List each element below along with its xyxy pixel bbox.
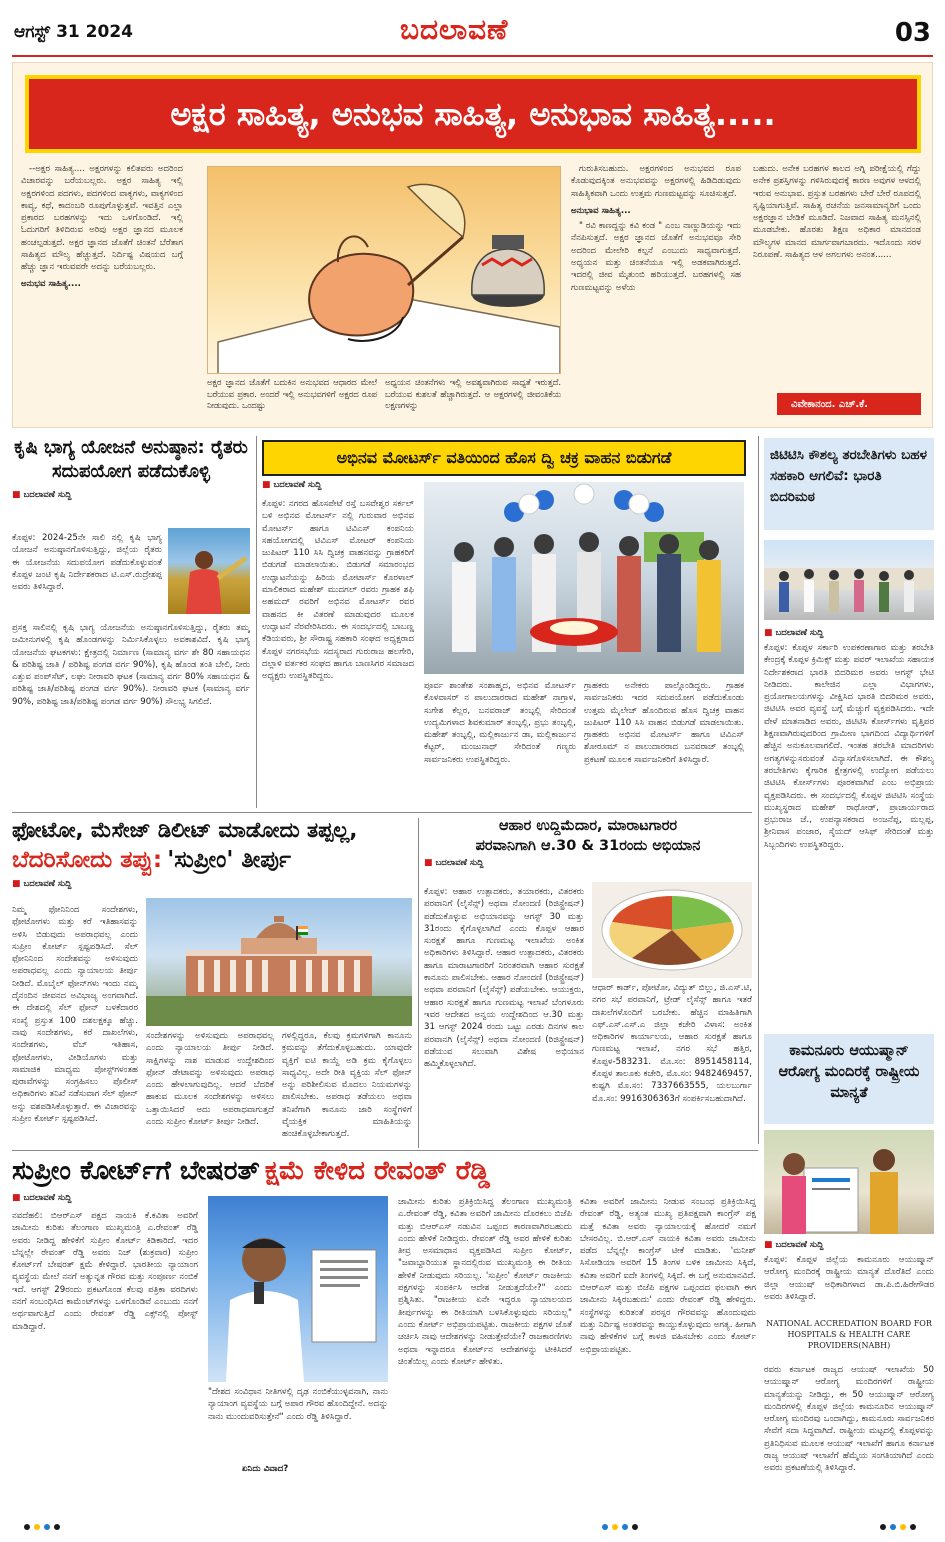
skills-headline-box xyxy=(764,438,934,530)
row-rule xyxy=(12,812,752,813)
revanth-col-1: ನವದೆಹಲಿ: ಬಿಆರ್‌ಎಸ್ ಪಕ್ಷದ ನಾಯಕಿ ಕೆ.ಕವಿತಾ ಅವರಿಗೆ ಜಾಮೀನು ಕುರಿತು ತೆಲಂಗಾಣ ಮುಖ್ಯಮಂತ್ರಿ ಎ.ರೇವಂತ್ ರೆಡ್ಡಿ ಅವರು ನೀಡಿದ್ದ ಹೇಳಿಕೆಗೆ ಸುಪ್ರೀಂ ಕೋರ್ಟ್ ಕಿಡಿಕಾರಿದೆ. ಇದರ ಬೆನ್ನಲ್ಲೇ ರೇವಂತ್ ರೆಡ್ಡಿ ಅವರು ನಿಜ್ (ಶುಕ್ರವಾರ) ಸುಪ್ರೀಂ ಕೋರ್ಟ್‌ಗೆ ಬೇಷರತ್ ಕ್ಷಮೆ ಕೇಳಿದ್ದಾರೆ. ಭಾರತೀಯ ನ್ಯಾಯಾಂಗ ವ್ಯವಸ್ಥೆಯ ಮೇಲೆ ನನಗೆ ಅತ್ಯುನ್ನತ ಗೌರವ ಮತ್ತು ಸಂಪೂರ್ಣ ನಂಬಿಕೆ ಇದೆ. ಆಗಸ್ಟ್ 29ರಂದು ಪ್ರಕಟಗೊಂಡ ಕೆಲವು ಪತ್ರಿಕಾ ವರದಿಗಳು ನನಗೆ ಸಂಬಂಧಿಸಿದ ಕಾಮೆಂಟ್‌ಗಳನ್ನು ಒಳಗೊಂಡಿವೆ ಎಂಬುದು ನನಗೆ ಅರ್ಥವಾಗುತ್ತಿದೆ ಎಂದು ರೇವಂತ್ ರೆಡ್ಡಿ ಎಕ್ಸ್‌ನಲ್ಲಿ ಪೋಸ್ಟ್ ಮಾಡಿದ್ದಾರೆ. xyxy=(12,1211,198,1332)
court-col-2: ಸಂದೇಶಗಳನ್ನು ಅಳಿಸುವುದು ಅಪರಾಧವಲ್ಲ ಎಂದು ನ್ಯಾಯಾಲಯ ತೀರ್ಪು ನೀಡಿದೆ. ಸಾಕ್ಷಿಗಳನ್ನು ನಾಶ ಮಾಡುವ ಉದ್ದೇಶದಿಂದ ಫೋನ್ ಡೇಟಾವನ್ನು ಅಳಿಸುವುದು ಅಪರಾಧ ಎಂದು ಹೇಳಲಾಗುವುದಿಲ್ಲ. ಆದರೆ ಬೆದರಿಕೆ ಹಾಕುವ ಮೂಲಕ ಸಂದೇಶಗಳನ್ನು ಅಳಿಸಲು ಒತ್ತಾಯಿಸಿದರೆ ಅದು ಅಪರಾಧವಾಗುತ್ತದೆ ಎಂದು ಸುಪ್ರೀಂ ಕೋರ್ಟ್ ತೀರ್ಪು ನೀಡಿದೆ. xyxy=(146,1031,274,1128)
lead-col-4: ಬಹುದು. ಅನೇಕ ಬರಹಗಳ ಕಾಲದ ಅಗ್ನಿ ಪರೀಕ್ಷೆಯಲ್ಲಿ ಗೆದ್ದು ಅನೇಕ ಪ್ರಶಸ್ತಿಗಳನ್ನು ಗಳಿಸಿರುವುದಕ್ಕೆ ಕಾರಣ ಅವುಗಳ ಆಳದಲ್ಲಿ ಇರುವ ಅನುಭಾವ. ಪ್ರಸ್ತುತ ಬರಹಗಳು ಬೇರೆ ಬೇರೆ ರೂಪದಲ್ಲಿ ಸೃಷ್ಟಿಯಾಗುತ್ತಿವೆ. ಸಾಹಿತ್ಯ ರಚನೆಯ ಜನಸಾಮಾನ್ಯರಿಗೆ ಒಂದು ಅಕ್ಷರಜ್ಞಾನ ಬೇಡಿಕೆ ಮೂಡಿದೆ. ನಿಜವಾದ ಸಾಹಿತ್ಯ ಮನಸ್ಸಿನಲ್ಲಿ ಮೂಡಬೇಕು. ಹೊರತು ಶಿಕ್ಷಣ ಅಧಿಕಾರ ಮಾನದಂಡ ಮೌಲ್ಯಗಳ ಮಾನದ ಮಾರ್ಗವಾಗಬಾರದು. ಇದೊಂದು ಸರಳ ನಿರೂಪಣೆ. ಸಾಹಿತ್ಯದ ಆಳ ಅಗಲಗಳು ಅನಂತ...... xyxy=(753,164,921,261)
ayush-body-a: ಕೊಪ್ಪಳ: ಕೊಪ್ಪಳ ಜಿಲ್ಲೆಯ ಕಾಮನೂರು ಆಯುಷ್ಮಾನ್ ಆರೋಗ್ಯ ಮಂದಿರಕ್ಕೆ ರಾಷ್ಟ್ರೀಯ ಮಾನ್ಯತೆ ದೊರೆತಿದೆ ಎಂದು ಜಿಲ್ಲಾ ಆಯುಷ್ ಅಧಿಕಾರಿಗಳಾದ ಡಾ.ಪಿ.ಬಿ.ಹಿರೇಗೌಡರ ಅವರು ತಿಳಿಸಿದ್ದಾರೆ. xyxy=(764,1255,934,1302)
revanth-reddy-photo xyxy=(208,1196,388,1382)
motors-launch-photo xyxy=(424,482,744,674)
lead-illustration-caption-left: ಅಕ್ಷರ ಜ್ಞಾನದ ಜೊತೆಗೆ ಬದುಕಿನ ಅನುಭವದ ಆಧಾರದ ಮೇಲೆ ಬರೆಯುವ ಪ್ರಕಾರ. ಅಂದರೆ ಇಲ್ಲಿ ಅನುಭವಗಳಿಗೆ ಅಕ್ಷರದ ರೂಪ ನೀಡುವುದು. ಒಂದಷ್ಟು xyxy=(207,377,377,410)
skills-article xyxy=(764,438,934,1038)
lead-subhead-anubhava: ಅನುಭವ ಸಾಹಿತ್ಯ.... xyxy=(21,278,81,289)
footer-dots-center xyxy=(602,1524,638,1530)
court-headline-red: ಬೆದರಿಸೋದು ತಪ್ಪು: xyxy=(12,847,163,873)
lead-author-tag xyxy=(777,393,921,415)
lead-author: ವಿವೇಕಾನಂದ. ಎಚ್.ಕೆ. xyxy=(791,398,868,410)
page-number: 03 xyxy=(894,18,931,48)
column-rule xyxy=(256,436,257,808)
ayush-headline-box xyxy=(764,1034,934,1124)
court-byline-text: ಬದಲಾವಣೆ ಸುದ್ದಿ xyxy=(23,879,72,889)
column-rule xyxy=(758,436,759,1144)
footer-dots-left xyxy=(24,1524,60,1530)
court-col-3: ಗಳಲ್ಲಿದ್ದರೂ, ಕೆಲವು ಕ್ರಮಗಳಿಗಾಗಿ ಕಾನೂನು ಕ್ರಮವನ್ನು ತೆಗೆದುಕೊಳ್ಳಬಹುದು. ಯಾವುದೇ ವ್ಯಕ್ತಿಗೆ ಐಟಿ ಕಾಯ್ದೆ ಅಡಿ ಕ್ರಮ ಕೈಗೊಳ್ಳಲು ಸಾಧ್ಯವಿಲ್ಲ. ಅದೇ ರೀತಿ ವ್ಯಕ್ತಿಯ ಸೆಲ್ ಫೋನ್ ಅನ್ನು ಪರಿಶೀಲಿಸುವ ಮೊದಲು ನಿಯಮಗಳನ್ನು ಪಾಲಿಸಬೇಕು. ಅಪರಾಧ ತಡೆಯಲು ಅಥವಾ ತನಿಖೆಗಾಗಿ ಕಾನೂನು ಜಾರಿ ಸಂಸ್ಥೆಗಳಿಗೆ ವೈಯಕ್ತಿಕ ಮಾಹಿತಿಯನ್ನು ಹಂಚಿಕೊಳ್ಳಬೇಕಾಗುತ್ತದೆ. xyxy=(282,1031,412,1140)
registration-dot xyxy=(612,1524,618,1530)
lead-col-3 xyxy=(571,163,741,419)
footer-dots-right xyxy=(880,1524,916,1530)
registration-dot xyxy=(890,1524,896,1530)
lead-article xyxy=(12,62,933,428)
agri-headline: ಕೃಷಿ ಭಾಗ್ಯ ಯೋಜನೆ ಅನುಷ್ಠಾನ: ರೈತರು ಸದುಪಯೋಗ ಪಡೆದುಕೊಳ್ಳಿ xyxy=(14,437,248,482)
skills-byline-text: ಬದಲಾವಣೆ ಸುದ್ದಿ xyxy=(775,628,824,638)
food-plate-photo xyxy=(592,882,752,978)
revanth-headline xyxy=(12,1156,756,1187)
revanth-byline-text: ಬದಲಾವಣೆ ಸುದ್ದಿ xyxy=(23,1193,72,1203)
motors-col-3: ಗ್ರಾಹಕರು ಅನೇಕರು ಪಾಲ್ಗೊಂಡಿದ್ದರು. ಗ್ರಾಹಕ ಸಾರ್ವಜನಿಕರು ಇದರ ಸದುಪಯೋಗ ಪಡೆದುಕೊಂಡು ಉತ್ತಮ ಮೈಲೇಜ್ ಹೊಂದಿರುವ ಹೊಸ ದ್ವಿಚಕ್ರ ವಾಹನ ಜುಪಿಟರ್ 110 ಸಿಸಿ ವಾಹನ ಬಿಡುಗಡೆ ಮಾಡಲಾಯಿತು. ಗ್ರಾಹಕರು ಅಭಿನವ ಮೋಟರ್ಸ್ ಹಾಗೂ ಟಿವಿಎಸ್ ಶೋರೂಮ್ ನ ಪಾಲುದಾರರಾದ ಬನವರಾಜ್ ತಂಬ್ಳಲ್ಲಿ ಪ್ರಕಟಣೆ ಮೂಲಕ ಸಾರ್ವಜನಿಕರಿಗೆ ತಿಳಿಸಿದ್ದಾರೆ. xyxy=(584,681,744,765)
lead-col-1 xyxy=(21,163,183,405)
byline-bullet-icon: ■ xyxy=(12,879,21,889)
skills-body: ಕೊಪ್ಪಳ: ಕೊಪ್ಪಳ ಸರ್ಕಾರಿ ಉಪಕರಣಾಗಾರ ಮತ್ತು ತರಬೇತಿ ಕೇಂದ್ರಕ್ಕೆ ಕೊಪ್ಪಳ ಕ್ರಿಮಿಕ್ಸ್ ಮತ್ತು ಪವರ್ ಇಲಾಖೆಯ ಸಹಾಯಕ ನಿರ್ದೇಶಕರಾದ ಭಾರತಿ ಬಿದರಿಮಠ ಅವರು ಆಗಸ್ಟ್ ಭೇಟಿ ನೀಡಿದರು. ಕಾಲೇಜಿನ ಎಲ್ಲಾ ವಿಭಾಗಗಳು, ಪ್ರಯೋಗಾಲಯಗಳನ್ನು ವೀಕ್ಷಿಸಿದ ಭಾರತಿ ಬಿದರಿಮಠ ಅವರು, ಜಿಟಿಟಿಸಿ ಅವರ ವ್ಯವಸ್ಥೆ ಬಗ್ಗೆ ಮೆಚ್ಚುಗೆ ವ್ಯಕ್ತಪಡಿಸಿದರು. ಇದೇ ವೇಳೆ ಮಾತನಾಡಿದ ಅವರು, ಜಿಟಿಟಿಸಿ ಕೋರ್ಸ್‌ಗಳು ವೃತ್ತಿಪರ ಶಿಕ್ಷಣವಾಗಿರುವುದರಿಂದ ಗ್ರಾಮೀಣ ಭಾಗದಿಂದ ವಿದ್ಯಾರ್ಥಿಗಳಿಗೆ ಹೆಚ್ಚಿನ ಅನುಕೂಲವಾಗಲಿದೆ. ಇಂತಹ ತರಬೇತಿ ಮಾದರಿಗಳು ಅಗತ್ಯಗಳನ್ನುಸರುವಂತೆ ವಿನ್ಯಾಸಗೊಳಿಸಲಾಗಿದೆ. ಈ ಕೌಶಲ್ಯ ತರಬೇತಿಗಳು ಕೈಗಾರಿಕ ಕ್ಷೇತ್ರಗಳಲ್ಲಿ ಉದ್ಯೋಗ ಪಡೆಯಲು ಜಿಟಿಟಿಸಿ ಕೋರ್ಸ್‌ಗಳು ಪೂರಕವಾಗಿವೆ ಎಂಬ ಅಭಿಪ್ರಾಯ ವ್ಯಕ್ತಪಡಿಸಿದರು. ಈ ಸಂದರ್ಭದಲ್ಲಿ ಕೊಪ್ಪಳ ಜಿಟಿಟಿಸಿ ಸಂಸ್ಥೆಯ ಮುಖ್ಯಸ್ಥರಾದ ಮಹೇಶ್ ರಾಥೋಡ್, ಪ್ರಾಚಾರ್ಯರಾದ ಪ್ರಭುರಾಜ ಜೆ., ಉಪನ್ಯಾಸಕರಾದ ಅಂಜನೆಪ್ಪ, ಮಲ್ಲಪ್ಪ, ಶ್ರೀನಿವಾಸ ಪಂಜಾರ, ಸೈಯದ್ ಆಸಿಫ್ ಸೇರಿದಂತೆ ಮತ್ತು ಸಿಬ್ಬಂದಿಗಳು ಉಪಸ್ಥಿತರಿದ್ದರು. xyxy=(764,643,934,850)
lead-col-3-text: ಗುರುತಿಸಬಹುದು. ಅಕ್ಷರಗಳಿಂದ ಅನುಭವದ ರೂಪ ಕೊಡುವುದಕ್ಕಿಂತ ಅನುಭವವನ್ನು ಅಕ್ಷರಗಳಲ್ಲಿ ಹಿಡಿದಿಡುವುದು ಸಾಹಿತ್ಯಿಕವಾಗಿ ಒಂದು ಉತ್ತಮ ಗುಣಮಟ್ಟವನ್ನು ಸೂಚಿಸುತ್ತದೆ. xyxy=(571,164,741,199)
ayush-cert-name: NATIONAL ACCREDATION BOARD FOR HOSPITALS & HEALTH CARE PROVIDERS(NABH) xyxy=(766,1319,932,1350)
ayush-article xyxy=(764,1034,934,1494)
skills-byline xyxy=(764,628,823,638)
revanth-col-3: ಕವಿತಾ ಅವರಿಗೆ ಜಾಮೀನು ನೀಡುವ ಸಂಬಂಧ ಪ್ರತಿಕ್ರಿಯಿಸಿದ್ದ ರೇವಂತ್ ರೆಡ್ಡಿ, ಅತ್ಯಂತ ಮುಖ್ಯ ಪ್ರತಿಪಕ್ಷವಾಗಿ ಕಾಂಗ್ರೆಸ್ ಪಕ್ಷ ಮತ್ತೆ ಕವಿತಾ ಅವರು ನ್ಯಾಯಾಲಯಕ್ಕೆ ಹೋದರೆ ನಮಗೆ ಬೇಸರವಿಲ್ಲ. ಬಿ.ಆರ್.ಎಸ್ ನಾಯಕಿ ಕವಿತಾ ಅವರು ಜಾಮೀನು ಪಡೆದ ಬೆನ್ನಲ್ಲೇ ಕಾಂಗ್ರೆಸ್ ಟೀಕೆ ಮಾಡಿತು. 'ಮನೀಶ್ ಸಿಸೋಡಿಯಾ ಅವರಿಗೆ 15 ತಿಂಗಳ ಬಳಿಕ ಜಾಮೀನು ಸಿಕ್ಕಿದೆ, ಕವಿತಾ ಅವರಿಗೆ ಐದೇ ತಿಂಗಳಲ್ಲಿ ಸಿಕ್ಕಿದೆ. ಈ ಬಗ್ಗೆ ಅನುಮಾನವಿದೆ. ಬಿಆರ್‌ಎಸ್ ಮತ್ತು ಬಿಜೆಪಿ ಪಕ್ಷಗಳ ಒಪ್ಪಂದದ ಫಲವಾಗಿ ಈಗ ಜಾಮೀನು ಸಿಕ್ಕಿರಬಹುದು' ಎಂದು ರೇವಂತ್ ರೆಡ್ಡಿ ಹೇಳಿದ್ದರು. ಸಂಸ್ಥೆಗಳನ್ನು ಕುರಿತಂತೆ ಪರಸ್ಪರ ಗೌರವವನ್ನು ಹೊಂದುವುದು ಮತ್ತು ನಿರ್ದಿಷ್ಟ ಅಂತರವನ್ನು ಕಾಯ್ದುಕೊಳ್ಳುವುದು ಅಗತ್ಯ. ಹೀಗಾಗಿ ನಾವು ಹೇಳಿಕೆಗಳ ಬಗ್ಗೆ ಕಾಳಜಿ ವಹಿಸಬೇಕು ಎಂದು ಕೋರ್ಟ್ ಅಭಿಪ್ರಾಯಪಟ್ಟಿತು. xyxy=(580,1197,756,1355)
revanth-article xyxy=(12,1156,756,1496)
agri-farmer-photo xyxy=(168,528,250,614)
lead-headline: ಅಕ್ಷರ ಸಾಹಿತ್ಯ, ಅನುಭವ ಸಾಹಿತ್ಯ, ಅನುಭಾವ ಸಾಹಿತ್ಯ..... xyxy=(170,94,776,133)
ayush-headline: ಕಾಮನೂರು ಆಯುಷ್ಮಾನ್ ಆರೋಗ್ಯ ಮಂದಿರಕ್ಕೆ ರಾಷ್ಟ್ರೀಯ ಮಾನ್ಯತೆ xyxy=(778,1043,920,1101)
newspaper-logo: ಬದಲಾವಣೆ xyxy=(400,13,509,46)
lead-subhead-anubhava-2: ಅನುಭಾವ ಸಾಹಿತ್ಯ... xyxy=(571,205,631,216)
revanth-col-2: ಜಾಮೀನು ಕುರಿತು ಪ್ರತಿಕ್ರಿಯಿಸಿದ್ದ ತೆಲಂಗಾಣ ಮುಖ್ಯಮಂತ್ರಿ ಎ.ರೇವಂತ್ ರೆಡ್ಡಿ, ಕವಿತಾ ಅವರಿಗೆ ಜಾಮೀನು ದೊರಕಲು ಬಿಜೆಪಿ ಮತ್ತು ಬಿಆರ್‌ಎಸ್ ನಡುವಿನ ಒಪ್ಪಂದ ಕಾರಣವಾಗಿರಬಹುದು ಎಂದು ಹೇಳಿಕೆ ನೀಡಿದ್ದರು. ರೇವಂತ್ ರೆಡ್ಡಿ ಅವರ ಹೇಳಿಕೆ ಕುರಿತು ತೀವ್ರ ಅಸಮಾಧಾನ ವ್ಯಕ್ತಪಡಿಸಿದ ಸುಪ್ರೀಂ ಕೋರ್ಟ್, "ಜವಾಬ್ದಾರಿಯುತ ಸ್ಥಾನದಲ್ಲಿರುವ ಮುಖ್ಯಮಂತ್ರಿ ಈ ರೀತಿಯ ಹೇಳಿಕೆ ನೀಡುವುದು ಸರಿಯಲ್ಲ. 'ಸುಪ್ರೀಂ' ಕೋರ್ಟ್ ರಾಜಕೀಯ ಪಕ್ಷಗಳನ್ನು ಸಂಪರ್ಕಿಸಿ ಆದೇಶ ನೀಡುತ್ತದೆಯೇ?" ಎಂದು ಪ್ರಶ್ನಿಸಿತು. "ರಾಜಕೀಯ ಏನೇ ಇದ್ದರೂ ನ್ಯಾಯಾಲಯದ ತೀರ್ಪುಗಳನ್ನು ಈ ರೀತಿಯಾಗಿ ಬಳಸಿಕೊಳ್ಳುವುದು ಸರಿಯಲ್ಲ" ಎಂದು ಕೋರ್ಟ್ ಅಭಿಪ್ರಾಯಪಟ್ಟಿತು. ರಾಜಕೀಯ ಪಕ್ಷಗಳ ಜೊತೆ ಚರ್ಚಿಸಿ ನಾವು ಆದೇಶಗಳನ್ನು ನೀಡುತ್ತೇವೆಯೇ? ರಾಜಕಾರಣಿಗಳು ಅಥವಾ ಇನ್ನಾದರೂ ಕೋರ್ಟ್‌ನ ಆದೇಶಗಳನ್ನು ಟೀಕಿಸಿದರೆ ಚಿಂತೆಯಿಲ್ಲ ಎಂದು ಕೋರ್ಟ್ ಹೇಳಿತು. xyxy=(398,1197,572,1367)
registration-dot xyxy=(910,1524,916,1530)
registration-dot xyxy=(880,1524,886,1530)
agri-byline-text: ಬದಲಾವಣೆ ಸುದ್ದಿ xyxy=(23,490,72,500)
agri-article xyxy=(12,436,250,806)
revanth-headline-a: ಸುಪ್ರೀಂ ಕೋರ್ಟ್‌ಗೆ ಬೇಷರತ್ xyxy=(12,1156,260,1186)
masthead xyxy=(0,0,945,58)
court-article xyxy=(12,818,412,1148)
ayush-byline-text: ಬದಲಾವಣೆ ಸುದ್ದಿ xyxy=(775,1240,824,1250)
agri-lede: ಕೊಪ್ಪಳ: 2024-25ನೇ ಸಾಲಿ ನಲ್ಲಿ ಕೃಷಿ ಭಾಗ್ಯ ಯೋಜನೆ ಅನುಷ್ಠಾನಗೊಳಿಸುತ್ತಿದ್ದು, ಜಿಲ್ಲೆಯ ರೈತರು ಈ ಯೋಜನೆಯ ಸದುಪಯೋಗ ಪಡೆದುಕೊಳ್ಳುವಂತೆ ಕೊಪ್ಪಳ ಜಂಟಿ ಕೃಷಿ ನಿರ್ದೇಶಕರಾದ ಟಿ.ಎಸ್.ರುದ್ರೇಶಪ್ಪ ಅವರು ತಿಳಿಸಿದ್ದಾರೆ. xyxy=(12,533,162,593)
court-headline-line1: ಫೋಟೋ, ಮೆಸೇಜ್ ಡಿಲೀಟ್ ಮಾಡೋದು ತಪ್ಪಲ್ಲ, xyxy=(12,818,358,842)
ayush-certificate-photo xyxy=(764,1130,934,1234)
court-col-1: ನಿಮ್ಮ ಫೋನಿನಿಂದ ಸಂದೇಶಗಳು, ಫೋಟೋಗಳು ಮತ್ತು ಕರೆ ಇತಿಹಾಸವನ್ನು ಅಳಿಸಿ ಬಿಡುವುದು ಅಪರಾಧವಲ್ಲ ಎಂದು ಸುಪ್ರೀಂ ಕೋರ್ಟ್ ಸ್ಪಷ್ಟಪಡಿಸಿದೆ. ಸೆಲ್ ಫೋನಿನಿಂದ ಸಂದೇಶವನ್ನು ಅಳಿಸುವುದು ಅಪರಾಧವಲ್ಲ ಎಂದು ನ್ಯಾಯಾಲಯ ತೀರ್ಪು ನೀಡಿದೆ. ಮೊಬೈಲ್ ಫೋನ್‌ಗಳು ಇಂದು ನಮ್ಮ ದೈನಂದಿನ ಜೀವನದ ಅವಿಭಾಜ್ಯ ಅಂಗವಾಗಿದೆ. ಈ ದೇಶದಲ್ಲಿ ಸೆಲ್ ಫೋನ್ ಬಳಕೆದಾರರ ಸಂಖ್ಯೆ ಪ್ರಸ್ತುತ 100 ದಶಲಕ್ಷಕ್ಕೂ ಹೆಚ್ಚು. ನಾವು ಸಂದೇಶಗಳು, ಕರೆ ದಾಖಲೆಗಳು, ಸಂದೇಶಗಳು, ವೆಬ್ ಇತಿಹಾಸ, ಫೋಟೋಗಳು, ವೀಡಿಯೊಗಳು ಮತ್ತು ಸಾಮಾಜಿಕ ಮಾಧ್ಯಮ ಪೋಸ್ಟ್‌ಗಳಂತಹ ಪುರಾವೆಗಳನ್ನು ಸಂಗ್ರಹಿಸಲು ಪೊಲೀಸ್ ಅಧಿಕಾರಿಗಳು ತನಿಖೆ ನಡೆಸುವಾಗ ಸೆಲ್ ಫೋನ್ ಅನ್ನು ವಶಪಡಿಸಿಕೊಳ್ಳುತ್ತಾರೆ. ಈ ವಿಚಾರವನ್ನು ಸುಪ್ರೀಂ ಕೋರ್ಟ್ ಸ್ಪಷ್ಟಪಡಿಸಿದೆ. xyxy=(12,905,138,1125)
revanth-caption-tag: ಏನಿದು ವಿವಾದ? xyxy=(242,1464,289,1474)
ayush-byline xyxy=(764,1240,823,1250)
food-headline-line2: ಪರವಾನಿಗಾಗಿ ಆ.30 & 31ರಂದು ಅಭಿಯಾನ xyxy=(475,838,701,854)
lead-headline-banner xyxy=(25,75,921,153)
food-col-2: ಆಧಾರ್ ಕಾರ್ಡ್, ಪೋಟೋ, ವಿದ್ಯುತ್ ಬಿಲ್ಲು, ಜಿ.ಎಸ್.ಟಿ, ನಗರ ಸಭೆ ಪರವಾನಿಗೆ, ಟ್ರೇಡ್ ಲೈಸೆನ್ಸ್ ಹಾಗೂ ಇತರೆ ದಾಖಲೆಗಳೊಂದಿಗೆ ಬರಬೇಕು. ಹೆಚ್ಚಿನ ಮಾಹಿತಿಗಾಗಿ ಎಫ್.ಎಸ್.ಎಸ್.ಎ ಜಿಲ್ಲಾ ಕಚೇರಿ ವಿಳಾಸ: ಅಂಕಿತ ಅಧಿಕಾರಿಗಳ ಕಾರ್ಯಾಲಯ, ಆಹಾರ ಸುರಕ್ಷತೆ ಹಾಗೂ ಗುಣಮಟ್ಟ ಇಲಾಖೆ, ನಗರ ಸಭೆ ಹತ್ತಿರ, ಕೊಪ್ಪಳ-583231. ಮೊ.ಸಂ: 8951458114, ಕೊಪ್ಪಳ ತಾಲೂಕು ಕಚೇರಿ, ಮೊ.ಸಂ: 9482469457, ಕುಷ್ಟಗಿ ಮೊ.ಸಂ: 7337663555, ಯಲಬುರ್ಗಾ ಮೊ.ಸಂ: 9916306363ಗೆ ಸಂಪರ್ಕಿಸಬಹುದಾಗಿದೆ. xyxy=(592,983,752,1104)
motors-col-1: ಕೊಪ್ಪಳ: ನಗರದ ಹೊಸಪೇಟೆ ರಸ್ತೆ ಬಸವೇಶ್ವರ ಸರ್ಕಲ್ ಬಳಿ ಅಭಿನವ ಮೋಟರ್ಸ್ ನಲ್ಲಿ ಗುರುವಾರ ಅಭಿನವ ಮೋಟರ್ಸ್ ಹಾಗೂ ಟಿವಿಎಸ್ ಕಂಪನಿಯ ಸಹಯೋಗದಲ್ಲಿ ಟಿವಿಎಸ್ ಮೋಟರ್ ಕಂಪನಿಯ ಜುಪಿಟರ್ 110 ಸಿಸಿ ದ್ವಿಚಕ್ರ ವಾಹನವನ್ನು ಗ್ರಾಹಕರಿಗೆ ಬಿಡುಗಡೆ ಮಾಡಲಾಯಿತು. ಬಿಡುಗಡೆ ಸಮಾರಂಭದ ಉದ್ಘಾಟನೆಯನ್ನು ಹಿರಿಯ ಮೋಟಾರ್ಸ್ ಕೊರಳಾಲ್ ಮಾಲಿಕರಾದ ಮಹೇಶ್ ಮುದಗಲ್ ರವರು ಗ್ರಾಹಕ ಶಫಿ ಅಹಮದ್ ರವರಿಗೆ ಅಭಿನವ ಮೋಟರ್ಸ್ ರವರ ವಾಹನದ ಕೀ ವಿತರಣೆ ಮಾಡುವುದರ ಮೂಲಕ ಉದ್ಘಾಟನೆ ನೆರವೇರಿಸಿದರು. ಈ ಸಂದರ್ಭದಲ್ಲಿ ಬಾಬಣ್ಣ ಕೆಡಿಯವರು, ಶ್ರೀ ಸೌರಾಷ್ಟ್ರ ಸಹಕಾರಿ ಸಂಘದ ಅಧ್ಯಕ್ಷರಾದ ಕೊಪ್ಪಳ ನಗರಸಭೆಯ ಸದಸ್ಯರಾದ ಗುರುರಾಜ ಹಲಗೇರಿ, ದಲ್ಲಾಳಿ ವರ್ತಕರ ಸಂಘದ ಹಾಗೂ ಬಾಣಸಿಗರ ಸಮಾಜದ ಅಧ್ಯಕ್ಷರು ಉಪಸ್ಥಿತರಿದ್ದರು. xyxy=(262,499,414,682)
masthead-rule xyxy=(12,55,933,57)
registration-dot xyxy=(44,1524,50,1530)
row-rule xyxy=(12,1150,758,1151)
byline-bullet-icon: ■ xyxy=(12,490,21,500)
registration-dot xyxy=(622,1524,628,1530)
ayush-body-b: ರವರು ಕರ್ನಾಟಕ ರಾಜ್ಯದ ಆಯುಷ್ ಇಲಾಖೆಯ 50 ಆಯುಷ್ಮಾನ್ ಆರೋಗ್ಯ ಮಂದಿರಗಳಿಗೆ ರಾಷ್ಟ್ರೀಯ ಮಾನ್ಯತೆಯನ್ನು ನೀಡಿದ್ದು, ಈ 50 ಆಯುಷ್ಮಾನ್ ಆರೋಗ್ಯ ಮಂದಿರಗಳಲ್ಲಿ ಕೊಪ್ಪಳ ಜಿಲ್ಲೆಯ ಕಾಮನೂರಿನ ಆಯುಷ್ಮಾನ್ ಆರೋಗ್ಯ ಮಂದಿರವು ಒಂದಾಗಿದ್ದು, ಕಾಮನೂರು ಸಾರ್ವಜನಿಕರ ಸೇವೆಗೆ ಸದಾ ಸಿದ್ಧವಾಗಿದೆ. ರಾಷ್ಟ್ರೀಯ ಮಟ್ಟದಲ್ಲಿ ಕೊಪ್ಪಳವನ್ನು ಪ್ರತಿನಿಧಿಸುವ ಮೂಲಕ ಆಯುಷ್ ಇಲಾಖೆಗೆ ಹಾಗೂ ಕರ್ನಾಟಕ ರಾಜ್ಯ ಆಯುಷ್ ಇಲಾಖೆಗೆ ಹೆಮ್ಮೆಯ ಸಂಗತಿಯಾಗಿದೆ ಎಂದು ಅವರು ಪ್ರಕಟಣೆಯಲ್ಲಿ ತಿಳಿಸಿದ್ದಾರೆ. xyxy=(764,1365,934,1474)
motors-byline-text: ಬದಲಾವಣೆ ಸುದ್ದಿ xyxy=(273,480,322,490)
motors-col-2: ಪೂರ್ವ ಶಾಂತೇಶ ಸಂಶಾಹ್ಮದ, ಅಭಿನವ ಮೋಟರ್ಸ್ ಕೊಳವಾಸರ್ ನ ಪಾಲುದಾರರಾದ ಮಹೇಶ್ ನಾಗ್ರಾಳ, ಸುಗೇಶ ಕೆಲ್ಲರ, ಬನವರಾಜ್ ತಂಬ್ಳಲ್ಲಿ ಸೇರಿದಂತೆ ಉದ್ಯಮಿಗಳಾದ ಶಿವಕುಮಾರ್ ತಂಬ್ಳಲ್ಲಿ, ಪ್ರಭು ತಂಬ್ಳಲ್ಲಿ, ಮಹೇಶ್ ತಂಬ್ಳಲ್ಲಿ, ಮಲ್ಲಿಕಾರ್ಜುನ ಡಾ, ಮಲ್ಲಿಕಾರ್ಜುನ ಕೆಟ್ಟರ್, ಮಂಜುನಾಥ್ ಸೇರಿದಂತೆ ಗಣ್ಯರು ಸಾರ್ವಜನಿಕರು ಉಪಸ್ಥಿತರಿದ್ದರು. xyxy=(424,681,576,765)
agri-body: ಪ್ರಸಕ್ತ ಸಾಲಿನಲ್ಲಿ ಕೃಷಿ ಭಾಗ್ಯ ಯೋಜನೆಯ ಅನುಷ್ಠಾನಗೊಳಿಸುತ್ತಿದ್ದು, ರೈತರು ತಮ್ಮ ಜಮೀನುಗಳಲ್ಲಿ ಕೃಷಿ ಹೊಂಡಗಳನ್ನು ನಿರ್ಮಿಸಿಕೊಳ್ಳಲು ಅವಕಾಶವಿದೆ. ಕೃಷಿ ಭಾಗ್ಯ ಯೋಜನೆಯ ಘಟಕಗಳು: ಕ್ಷೇತ್ರದಲ್ಲಿ ನಿರ್ಮಾಣ (ಸಾಮಾನ್ಯ ವರ್ಗ ಶೇ 80 ಸಹಾಯಧನ & ಪರಿಶಿಷ್ಟ ಜಾತಿ / ಪರಿಶಿಷ್ಟ ಪಂಗಡ ವರ್ಗ 90%), ಕೃಷಿ ಹೊಂಡ ತಂತಿ ಬೇಲಿ, ನೀರು ಎತ್ತುವ ಪಂಪ್‌ಸೆಟ್, ಲಘು ನೀರಾವರಿ ಘಟಕ (ಸಾಮಾನ್ಯ ವರ್ಗ 80% ಸಹಾಯಧನ & ಪರಿಶಿಷ್ಟ ಜಾತಿ/ಪರಿಶಿಷ್ಟ ಪಂಗಡ ವರ್ಗ 90%). ನೀರಾವರಿ ಘಟಕ (ಸಾಮಾನ್ಯ ವರ್ಗ 90%, ಪರಿಶಿಷ್ಟ ಜಾತಿ/ಪರಿಶಿಷ್ಟ ಪಂಗಡ ವರ್ಗ 90%) ಸೌಲಭ್ಯ ಸಿಗಲಿದೆ. xyxy=(12,623,250,707)
lead-col-1-text: --ಅಕ್ಷರ ಸಾಹಿತ್ಯ.... ಅಕ್ಷರಗಳನ್ನು ಕಲಿತವರು ಅದರಿಂದ ವಿಚಾರವನ್ನು ಬರೆಯಬಲ್ಲರು. ಅಕ್ಷರ ಸಾಹಿತ್ಯ ಇಲ್ಲಿ ಅಕ್ಷರಗಳಿಂದ ಪದಗಳು, ಪದಗಳಿಂದ ವಾಕ್ಯಗಳು, ವಾಕ್ಯಗಳಿಂದ ಕಾವ್ಯ, ಕಥೆ, ಕಾದಂಬರಿ ರೂಪುಗೊಳ್ಳುತ್ತವೆ. ಇವತ್ತಿನ ಎಲ್ಲಾ ಪ್ರಕಾರದ ಬರಹಗಳನ್ನು ಇದು ಒಳಗೊಂಡಿದೆ. ಇಲ್ಲಿ ಓದುಗರಿಗೆ ತಿಳಿದಿರುವ ಅರಿವು ಅಕ್ಷರ ಜ್ಞಾನದ ಮೂಲಕ ಹಂಚಲ್ಪಡುತ್ತದೆ. ಅಕ್ಷರ ಜ್ಞಾನದ ಜೊತೆಗೆ ಚಿಂತನೆ ಬೆರೆತಾಗ ಸಾಹಿತ್ಯದ ಮೌಲ್ಯ ಹೆಚ್ಚುತ್ತದೆ. ನಿರ್ದಿಷ್ಟ ವಿಷಯದ ಬಗ್ಗೆ ಹೆಚ್ಚು ಜ್ಞಾನ ಇರುವವರೇ ಅದನ್ನು ಬರೆಯಬಲ್ಲರು. xyxy=(21,164,183,273)
issue-date: ಆಗಸ್ಟ್ 31 2024 xyxy=(14,22,133,42)
food-headline-line1: ಆಹಾರ ಉದ್ದಿಮೆದಾರ, ಮಾರಾಟಗಾರರ xyxy=(498,818,678,834)
byline-bullet-icon: ■ xyxy=(262,480,271,490)
registration-dot xyxy=(34,1524,40,1530)
court-byline xyxy=(12,879,412,889)
byline-bullet-icon: ■ xyxy=(12,1193,21,1203)
food-article xyxy=(424,818,752,1148)
lead-col-3-text-b: " ರವಿ ಕಾಣದ್ದನ್ನು ಕವಿ ಕಂಡ " ಎಂಬ ನಾಣ್ಣುಡಿಯನ್ನು ಇದು ನೆನಪಿಸುತ್ತದೆ. ಅಕ್ಷರ ಜ್ಞಾನದ ಜೊತೆಗೆ ಅನುಭವವೂ ಸೇರಿ ಅದರಿಂದ ಮೇಲೇರಿ ಕಲ್ಪನೆ ಎಂಬುದು ಸಾಧ್ಯವಾಗುತ್ತದೆ. ಅಧ್ಯಯನ ಮತ್ತು ಚಿಂತನೆಯೂ ಇಲ್ಲಿ ಅಡಕವಾಗಿರುತ್ತದೆ. ಇದರಲ್ಲಿ ಜೀವ ಮೈತುಂಬಿ ಹರಿಯುತ್ತದೆ. ಬರಹಗಳಲ್ಲಿ ಸಹ ಗುಣಮಟ್ಟವನ್ನು ಅಳೆಯ xyxy=(571,221,741,293)
lead-illustration-caption-right: ಅಧ್ಯಯನ ಚಿಂತನೆಗಳು ಇಲ್ಲಿ ಅವಶ್ಯವಾಗಿರುವ ಸಾಧ್ಯತೆ ಇರುತ್ತದೆ. ಬರೆಯುವ ಕುಶಲತೆ ಹೆಚ್ಚಾಗಿರುತ್ತದೆ. ಆ ಅಕ್ಷರಗಳಲ್ಲಿ ಜೀವಂತಿಕೆಯ ಲಕ್ಷಣಗಳನ್ನು xyxy=(385,377,561,410)
supreme-court-photo xyxy=(146,898,412,1026)
byline-bullet-icon: ■ xyxy=(424,858,433,868)
column-rule xyxy=(418,818,419,1148)
skills-group-photo xyxy=(764,540,934,620)
motors-headline-box xyxy=(262,440,746,476)
registration-dot xyxy=(24,1524,30,1530)
byline-bullet-icon: ■ xyxy=(764,1240,773,1250)
skills-headline: ಜಿಟಿಟಿಸಿ ಕೌಶಲ್ಯ ತರಬೇತಿಗಳು ಬಹಳ ಸಹಕಾರಿ ಆಗಲಿವೆ: ಭಾರತಿ ಬಿದರಿಮಠ xyxy=(770,447,927,505)
quill-hand-illustration xyxy=(207,166,561,374)
registration-dot xyxy=(900,1524,906,1530)
motors-headline: ಅಭಿನವ ಮೋಟರ್ಸ್ ವತಿಯಿಂದ ಹೊಸ ದ್ವಿ ಚಕ್ರ ವಾಹನ ಬಿಡುಗಡೆ xyxy=(336,448,672,467)
court-headline-quote: 'ಸುಪ್ರೀಂ' ತೀರ್ಪು xyxy=(167,847,291,873)
food-byline xyxy=(424,858,752,868)
motors-article xyxy=(262,440,752,810)
food-byline-text: ಬದಲಾವಣೆ ಸುದ್ದಿ xyxy=(435,858,484,868)
registration-dot xyxy=(632,1524,638,1530)
registration-dot xyxy=(602,1524,608,1530)
revanth-photo-caption: "ದೇಶದ ಸಂವಿಧಾನ ನೀತಿಗಳಲ್ಲಿ ದೃಢ ನಂಬಿಕೆಯುಳ್ಳವನಾಗಿ, ನಾನು ನ್ಯಾಯಾಂಗ ವ್ಯವಸ್ಥೆಯ ಬಗ್ಗೆ ಅಪಾರ ಗೌರವ ಹೊಂದಿದ್ದೇನೆ. ಅದನ್ನು ನಾನು ಮುಂದುವರಿಸುತ್ತೇನೆ" ಎಂದು ರೆಡ್ಡಿ ತಿಳಿಸಿದ್ದಾರೆ. xyxy=(208,1387,388,1422)
registration-dot xyxy=(54,1524,60,1530)
court-headline-line2 xyxy=(12,847,412,873)
agri-byline xyxy=(12,490,250,500)
food-col-1: ಕೊಪ್ಪಳ: ಆಹಾರ ಉತ್ಪಾದಕರು, ತಯಾರಕರು, ವಿತರಕರು ಪರವಾನಿಗೆ (ಲೈಸೆನ್ಸ್) ಅಥವಾ ನೋಂದಣಿ (ರಿಜಿಸ್ಟ್ರೇಷನ್) ಪಡೆದುಕೊಳ್ಳುವ ಅಭಿಯಾನವನ್ನು ಆಗಸ್ಟ್ 30 ಮತ್ತು 31ರಂದು ಕೈಗೊಳ್ಳಲಾಗಿದೆ ಎಂದು ಕೊಪ್ಪಳ ಆಹಾರ ಸುರಕ್ಷತೆ ಹಾಗೂ ಗುಣಮಟ್ಟ ಇಲಾಖೆಯ ಅಂಕಿತ ಅಧಿಕಾರಿಗಳು ತಿಳಿಸಿದ್ದಾರೆ. ಆಹಾರ ಉತ್ಪಾದಕರು, ವಿತರಕರು ಹಾಗೂ ಮಾರಾಟಗಾರರಿಗೆ ನಿರಂತರವಾಗಿ ಆಹಾರ ಸುರಕ್ಷತೆ ಕಾನೂನು ಪಾಲಿಸಬೇಕು. ಆಹಾರ ನೋಂದಣಿ (ರಿಜಿಸ್ಟ್ರೇಷನ್) ಅಥವಾ ಪರವಾನಿಗೆ (ಲೈಸೆನ್ಸ್) ಪಡೆಯಬೇಕು. ಆಯುಕ್ತರು, ಆಹಾರ ಸುರಕ್ಷತೆ ಹಾಗೂ ಗುಣಮಟ್ಟ ಇಲಾಖೆ ಬೆಂಗಳೂರು ಇವರ ಆದೇಶದ ಅನ್ವಯ ಉದ್ದೇಶದಿಂದ ಆ.30 ಮತ್ತು 31 ಆಗಸ್ಟ್ 2024 ರಂದು ಒಟ್ಟು ಎರಡು ದಿನಗಳ ಕಾಲ ಪರವಾನಗಿ (ಲೈಸೆನ್ಸ್) ಅಥವಾ ನೋಂದಣಿ (ರಿಜಿಸ್ಟ್ರೇಷನ್) ಪಡೆಯುವ ಸಲುವಾಗಿ ವಿಶೇಷ ಅಭಿಯಾನ ಹಮ್ಮಿಕೊಳ್ಳಲಾಗಿದೆ. xyxy=(424,887,584,1070)
byline-bullet-icon: ■ xyxy=(764,628,773,638)
revanth-headline-b: ಕ್ಷಮೆ ಕೇಳಿದ ರೇವಂತ್ ರೆಡ್ಡಿ xyxy=(264,1156,490,1186)
